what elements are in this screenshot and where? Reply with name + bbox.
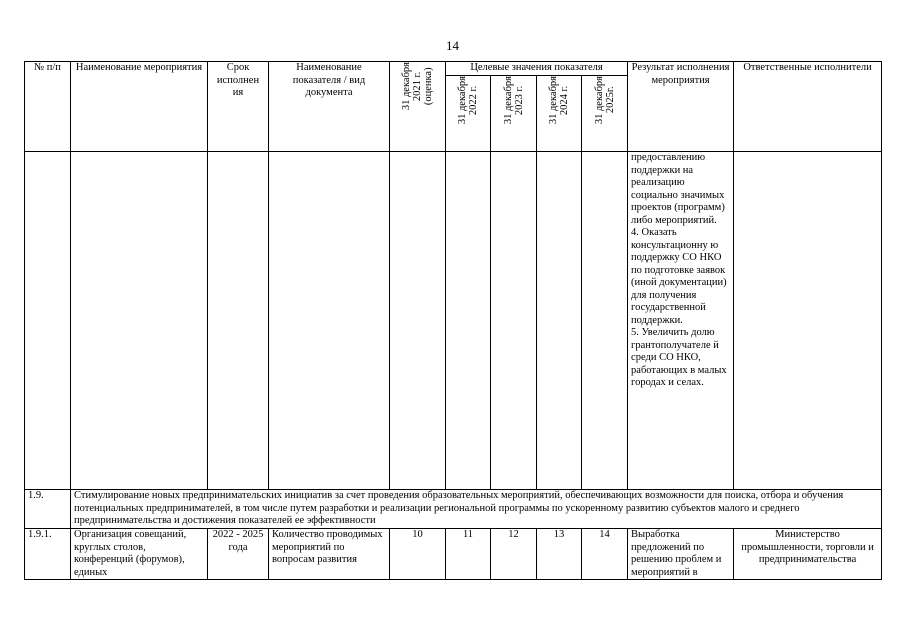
header-term-line: Срок bbox=[226, 62, 250, 73]
header-term-line: ия bbox=[232, 87, 244, 98]
header-responsible: Ответственные исполнители bbox=[734, 62, 882, 152]
cont-term bbox=[208, 152, 269, 490]
section-title: Стимулирование новых предпринимательских инициатив за счет проведения образовательных мероприятий, обеспечивающих возможности для поиска, отбора и обучения потенциальных предпринимателей, в том числе путем разработки и реализации региональной программы по ускоренному развитию субъектов малого и среднего предпринимательства и достижения показателей ее эффективности bbox=[71, 490, 882, 529]
header-target-line: 31 декабря bbox=[593, 76, 605, 125]
header-term bbox=[208, 62, 269, 152]
header-base-line: (оценка) bbox=[423, 67, 434, 105]
row-target-2023: 12 bbox=[491, 529, 537, 580]
header-target-line: 2023 г. bbox=[513, 85, 525, 115]
section-row bbox=[25, 490, 882, 529]
cont-name bbox=[71, 152, 208, 490]
header-target-2025 bbox=[582, 76, 628, 152]
header-target-line: 31 декабря bbox=[457, 76, 468, 125]
continuation-row bbox=[25, 152, 882, 490]
plan-table bbox=[24, 61, 882, 580]
header-target-line: 2024 г. bbox=[559, 85, 570, 115]
row-base-value: 10 bbox=[390, 529, 446, 580]
header-name: Наименование мероприятия bbox=[71, 62, 208, 152]
header-term-line: исполнен bbox=[216, 74, 260, 86]
header-target-line: 31 декабря bbox=[502, 76, 514, 125]
row-target-2022: 11 bbox=[446, 529, 491, 580]
header-target-2024 bbox=[537, 76, 582, 152]
header-row bbox=[25, 62, 882, 76]
row-target-2024: 13 bbox=[537, 529, 582, 580]
row-name: Организация совещаний, круглых столов, конференций (форумов), единых bbox=[71, 529, 208, 580]
cont-target bbox=[491, 152, 537, 490]
cont-target bbox=[582, 152, 628, 490]
row-target-2025: 14 bbox=[582, 529, 628, 580]
header-target-line: 2025г. bbox=[604, 86, 616, 114]
cont-target bbox=[537, 152, 582, 490]
header-target-2023 bbox=[491, 76, 537, 152]
cont-num bbox=[25, 152, 71, 490]
header-targets-title: Целевые значения показателя bbox=[446, 62, 628, 76]
section-num: 1.9. bbox=[25, 490, 71, 529]
cont-responsible bbox=[734, 152, 882, 490]
row-num: 1.9.1. bbox=[25, 529, 71, 580]
row-indicator: Количество проводимых мероприятий по вопросам развития bbox=[269, 529, 390, 580]
header-target-2022 bbox=[446, 76, 491, 152]
header-indicator: Наименование показателя / вид документа bbox=[269, 62, 390, 152]
cont-target bbox=[446, 152, 491, 490]
header-result: Результат исполнения мероприятия bbox=[628, 62, 734, 152]
header-num: № п/п bbox=[25, 62, 71, 152]
header-target-line: 2022 г. bbox=[468, 85, 479, 115]
page-number: 14 bbox=[446, 38, 459, 53]
header-base-line: 31 декабря bbox=[401, 62, 412, 111]
row-result: Выработка предложений по решению проблем и мероприятий в bbox=[628, 529, 734, 580]
row-responsible: Министерство промышленности, торговли и предпринимательства bbox=[734, 529, 882, 580]
header-base-year bbox=[390, 62, 446, 152]
cont-result: предоставлению поддержки на реализацию социально значимых проектов (программ) либо мероприятий. 4. Оказать консультационну ю поддержку СО НКО по подготовке заявок (иной документации) для получения государственной поддержки. 5. Увеличить долю грантополучателе й среди СО НКО, работающих в малых городах и селах. bbox=[628, 152, 734, 490]
table-row bbox=[25, 529, 882, 580]
header-target-line: 31 декабря bbox=[548, 76, 559, 125]
header-base-year-text bbox=[401, 62, 434, 110]
cont-base bbox=[390, 152, 446, 490]
header-base-line: 2021 г. bbox=[412, 71, 423, 101]
cont-indicator bbox=[269, 152, 390, 490]
row-term: 2022 - 2025 года bbox=[208, 529, 269, 580]
